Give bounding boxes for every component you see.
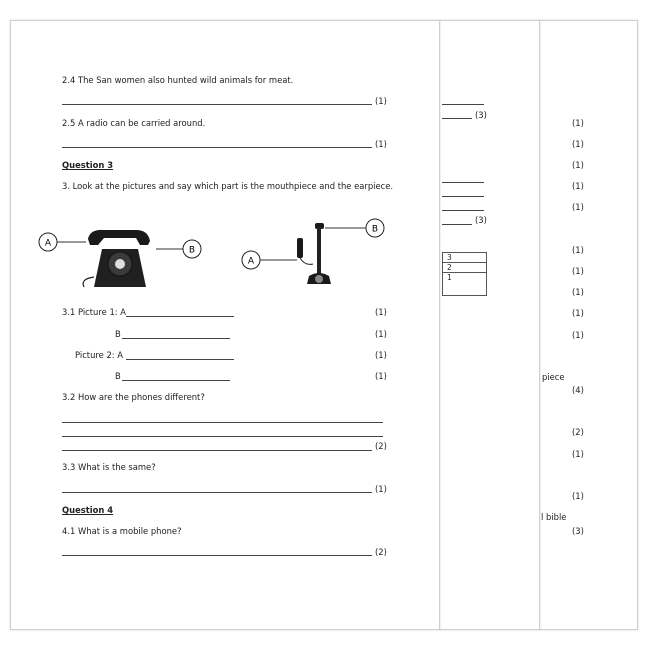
worksheet-page-2 <box>438 20 540 630</box>
answer-line <box>62 436 383 437</box>
mark: (1) <box>375 329 387 339</box>
answer-line <box>62 422 383 423</box>
text-fragment: l bible <box>541 512 567 522</box>
answer-line <box>442 104 484 105</box>
mark: (1) <box>572 449 584 459</box>
picture-1-b-label: B <box>115 329 121 339</box>
mark: (1) <box>375 371 387 381</box>
mark: (2) <box>572 427 584 437</box>
table-cell: 3 <box>443 253 487 263</box>
phone-body <box>83 230 150 287</box>
answer-line <box>126 316 234 317</box>
mark: (1) <box>572 160 584 170</box>
mark: (1) <box>375 484 387 494</box>
mark: (1) <box>572 118 584 128</box>
mark: (3) <box>475 110 487 120</box>
question-3-2: 3.2 How are the phones different? <box>62 392 205 402</box>
mark: (1) <box>375 139 387 149</box>
candlestick-phone-picture <box>239 216 399 291</box>
rotary-phone-picture <box>36 221 211 291</box>
mark: (3) <box>475 215 487 225</box>
phone-body <box>297 223 331 284</box>
question-3-3: 3.3 What is the same? <box>62 462 156 472</box>
answer-line <box>62 104 372 105</box>
picture-2-a-label: Picture 2: A <box>75 350 124 360</box>
picture-2-b-label: B <box>115 371 121 381</box>
mark: (1) <box>572 245 584 255</box>
question-3-instruction: 3. Look at the pictures and say which part is the mouthpiece and the earpiece. <box>62 181 394 191</box>
mark: (1) <box>572 287 584 297</box>
worksheet-page-1 <box>10 20 440 630</box>
answer-line <box>442 118 472 119</box>
question-2-5: 2.5 A radio can be carried around. <box>62 118 206 128</box>
mark: (1) <box>572 139 584 149</box>
mark: (1) <box>572 202 584 212</box>
mark: (1) <box>572 330 584 340</box>
question-4-heading: Question 4 <box>62 505 114 515</box>
answer-line <box>122 380 230 381</box>
mark: (1) <box>375 350 387 360</box>
mark: (3) <box>572 526 584 536</box>
answer-line <box>62 450 372 451</box>
mark: (1) <box>572 308 584 318</box>
mark: (1) <box>572 266 584 276</box>
text-fragment: piece <box>542 372 565 382</box>
answer-line <box>62 555 372 556</box>
question-3-1-label: 3.1 Picture 1: A <box>62 307 126 317</box>
question-3-heading: Question 3 <box>62 160 114 170</box>
mark: (2) <box>375 547 387 557</box>
answer-line <box>122 338 230 339</box>
question-4-1: 4.1 What is a mobile phone? <box>62 526 182 536</box>
answer-line <box>442 224 472 225</box>
label-a: A <box>44 238 52 249</box>
label-a: A <box>247 256 255 267</box>
answer-line <box>442 182 484 183</box>
rating-table <box>442 252 487 296</box>
mark: (4) <box>572 385 584 395</box>
mark: (1) <box>572 181 584 191</box>
mark: (1) <box>572 491 584 501</box>
mark: (1) <box>375 307 387 317</box>
answer-line <box>442 210 484 211</box>
label-b: B <box>371 224 379 235</box>
answer-line <box>62 147 372 148</box>
answer-line <box>126 359 234 360</box>
table-cell: 2 <box>443 263 487 273</box>
table-cell: 1 <box>443 273 487 296</box>
worksheet-page-3 <box>538 20 638 630</box>
mark: (2) <box>375 441 387 451</box>
answer-line <box>62 492 372 493</box>
label-b: B <box>188 245 196 256</box>
mark: (1) <box>375 96 387 106</box>
question-2-4: 2.4 The San women also hunted wild animals for meat. <box>62 75 294 85</box>
answer-line <box>442 196 484 197</box>
